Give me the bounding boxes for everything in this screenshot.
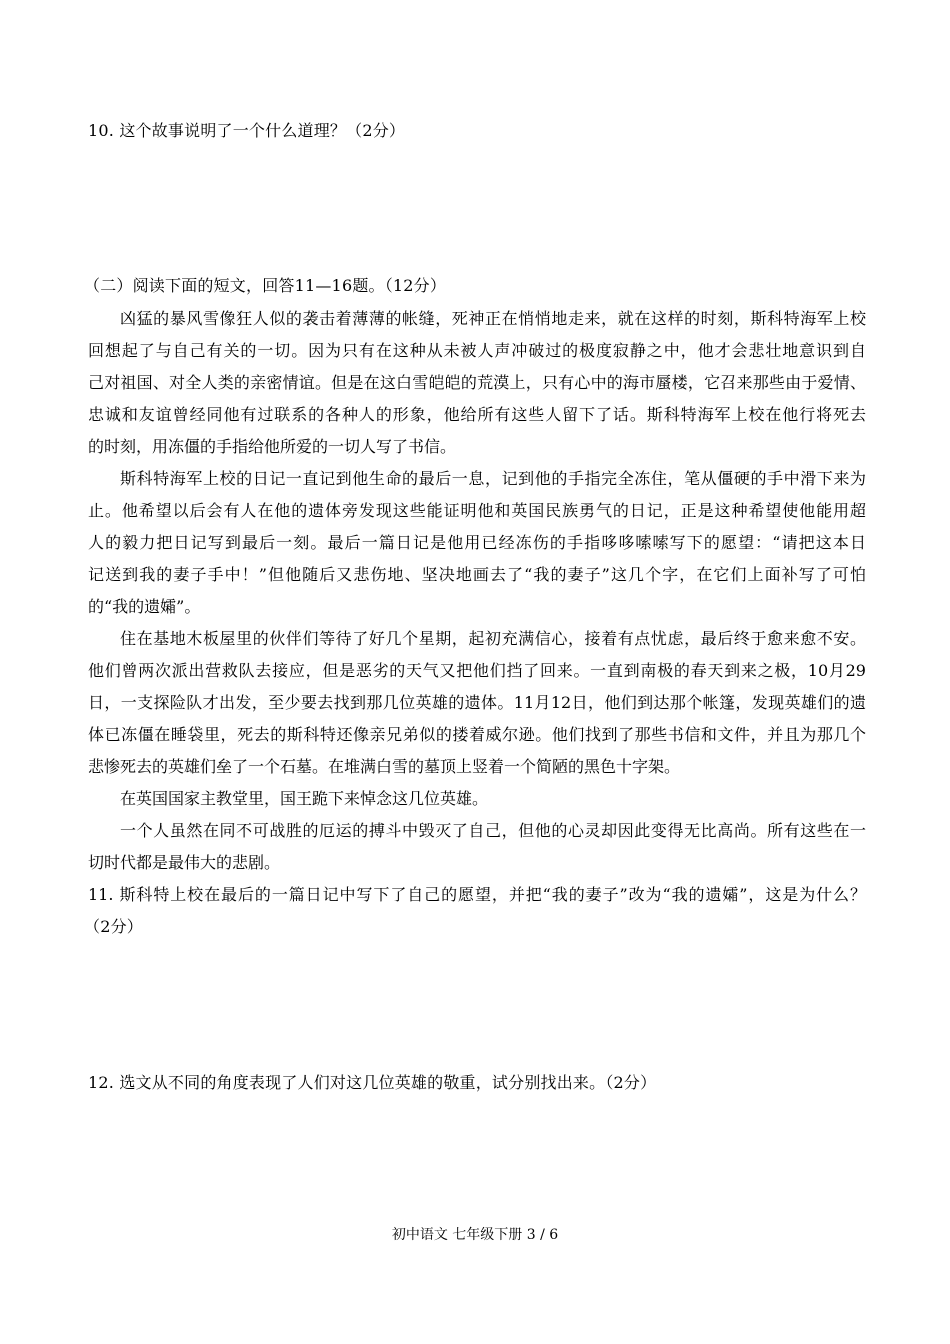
passage-p1-line3: 己对祖国、对全人类的亲密情谊。但是在这白雪皑皑的荒漠上，只有心中的海市蜃楼，它召来那些由于爱情、: [88, 373, 866, 392]
passage-p3-line4: 体已冻僵在睡袋里，死去的斯科特还像亲兄弟似的搂着威尔逊。他们找到了那些书信和文件，并且为那几个: [88, 725, 866, 744]
passage-p3-line3: 日，一支探险队才出发，至少要去找到那几位英雄的遗体。11月12日，他们到达那个帐篷，发现英雄们的遗: [88, 693, 866, 712]
passage-p4-line1: 在英国国家主教堂里，国王跪下来悼念这几位英雄。: [120, 789, 489, 808]
passage-p2-line2: 止。他希望以后会有人在他的遗体旁发现这些能证明他和英国民族勇气的日记，正是这种希望使他能用超: [88, 501, 866, 520]
question-11-line2: （2分）: [84, 917, 143, 936]
passage-p1-line5: 的时刻，用冻僵的手指给他所爱的一切人写了书信。: [88, 437, 457, 456]
section-2-header: （二）阅读下面的短文，回答11—16题。（12分）: [84, 276, 447, 295]
passage-p1-line4: 忠诚和友谊曾经同他有过联系的各种人的形象，他给所有这些人留下了话。斯科特海军上校在他行将死去: [88, 405, 866, 424]
passage-p1-line1: 凶猛的暴风雪像狂人似的袭击着薄薄的帐缝，死神正在悄悄地走来，就在这样的时刻，斯科特海军上校: [120, 309, 866, 328]
passage-p2-line4: 记送到我的妻子手中！”但他随后又悲伤地、坚决地画去了“我的妻子”这几个字，在它们上面补写了可怕: [88, 565, 866, 584]
question-10: 10. 这个故事说明了一个什么道理？（2分）: [88, 121, 406, 140]
passage-p2-line3: 人的毅力把日记写到最后一刻。最后一篇日记是他用已经冻伤的手指哆哆嗦嗦写下的愿望：“请把这本日: [88, 533, 866, 552]
passage-p5-line2: 切时代都是最伟大的悲剧。: [88, 853, 281, 872]
question-11-line1: 11. 斯科特上校在最后的一篇日记中写下了自己的愿望，并把“我的妻子”改为“我的遗孀”，这是为什么？: [88, 885, 866, 904]
question-12: 12. 选文从不同的角度表现了人们对这几位英雄的敬重，试分别找出来。（2分）: [88, 1073, 657, 1092]
passage-p2-line5: 的“我的遗孀”。: [88, 597, 201, 616]
passage-p3-line5: 悲惨死去的英雄们垒了一个石墓。在堆满白雪的墓顶上竖着一个简陋的黑色十字架。: [88, 757, 681, 776]
passage-p1-line2: 回想起了与自己有关的一切。因为只有在这种从未被人声冲破过的极度寂静之中，他才会悲壮地意识到自: [88, 341, 866, 360]
page-footer: 初中语文 七年级下册 3 / 6: [391, 1227, 559, 1243]
passage-p3-line1: 住在基地木板屋里的伙伴们等待了好几个星期，起初充满信心，接着有点忧虑，最后终于愈来愈不安。: [120, 629, 866, 648]
passage-p5-line1: 一个人虽然在同不可战胜的厄运的搏斗中毁灭了自己，但他的心灵却因此变得无比高尚。所有这些在一: [120, 821, 866, 840]
passage-p2-line1: 斯科特海军上校的日记一直记到他生命的最后一息，记到他的手指完全冻住，笔从僵硬的手中滑下来为: [120, 469, 866, 488]
passage-p3-line2: 他们曾两次派出营救队去接应，但是恶劣的天气又把他们挡了回来。一直到南极的春天到来之极，10月29: [88, 661, 866, 680]
